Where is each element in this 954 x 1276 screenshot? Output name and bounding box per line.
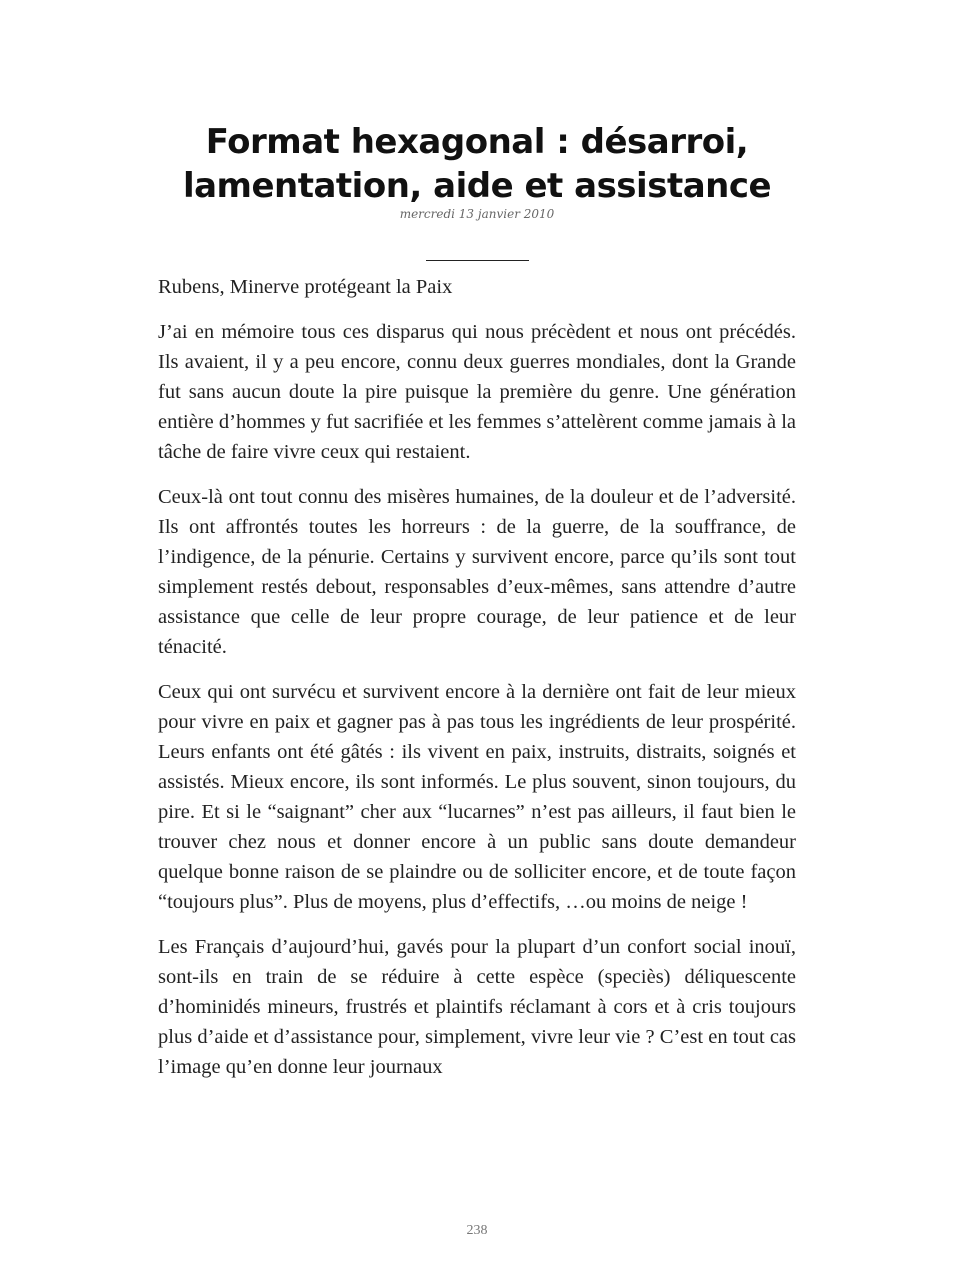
article-title-line-1: Format hexagonal : désarroi, xyxy=(205,122,749,162)
paragraph-3: Ceux qui ont survécu et survivent encore à la dernière ont fait de leur mieux pour vivre en paix et gagner pas à pas tous les ingrédients de leur prospérité. Leurs enfants ont été gâtés : ils vivent en paix, instruits, distraits, soignés et assistés. Mieux encore, ils sont informés. Le plus souvent, sinon toujours, du pire. Et si le “saignant” cher aux “lucarnes” n’est pas ailleurs, il faut bien le trouver chez nous et donner encore à un public sans doute demandeur quelque bonne raison de se plaindre ou de solliciter encore, et de toute façon “toujours plus”. Plus de moyens, plus d’effectifs, …ou moins de neige ! xyxy=(158,681,796,913)
article-body xyxy=(158,272,796,1097)
paragraph-1: J’ai en mémoire tous ces disparus qui nous précèdent et nous ont précédés. Ils avaient, il y a peu encore, connu deux guerres mondiales, dont la Grande fut sans aucun doute la pire puisque la première du genre. Une génération entière d’hommes y fut sacrifiée et les femmes s’attelèrent comme jamais à la tâche de faire vivre ceux qui restaient. xyxy=(158,321,796,463)
image-caption: Rubens, Minerve protégeant la Paix xyxy=(158,276,453,298)
title-divider xyxy=(426,260,529,261)
article-title-line-2: lamentation, aide et assistance xyxy=(182,166,772,206)
article-date: mercredi 13 janvier 2010 xyxy=(399,207,555,221)
article-title xyxy=(150,120,804,208)
paragraph-2: Ceux-là ont tout connu des misères humaines, de la douleur et de l’adversité. Ils ont affrontés toutes les horreurs : de la guerre, de la souffrance, de l’indigence, de la pénurie. Certains y survivent encore, parce qu’ils sont tout simplement restés debout, responsables d’eux-mêmes, sans attendre d’autre assistance que celle de leur propre courage, de leur patience et de leur ténacité. xyxy=(158,486,796,658)
paragraph-4: Les Français d’aujourd’hui, gavés pour la plupart d’un confort social inouï, sont-ils en train de se réduire à cette espèce (speciès) déliquescente d’hominidés mineurs, frustrés et plaintifs réclamant à cors et à cris toujours plus d’aide et d’assistance pour, simplement, vivre leur vie ? C’est en tout cas l’image qu’en donne leur journaux xyxy=(158,936,796,1078)
page-number: 238 xyxy=(466,1223,488,1238)
